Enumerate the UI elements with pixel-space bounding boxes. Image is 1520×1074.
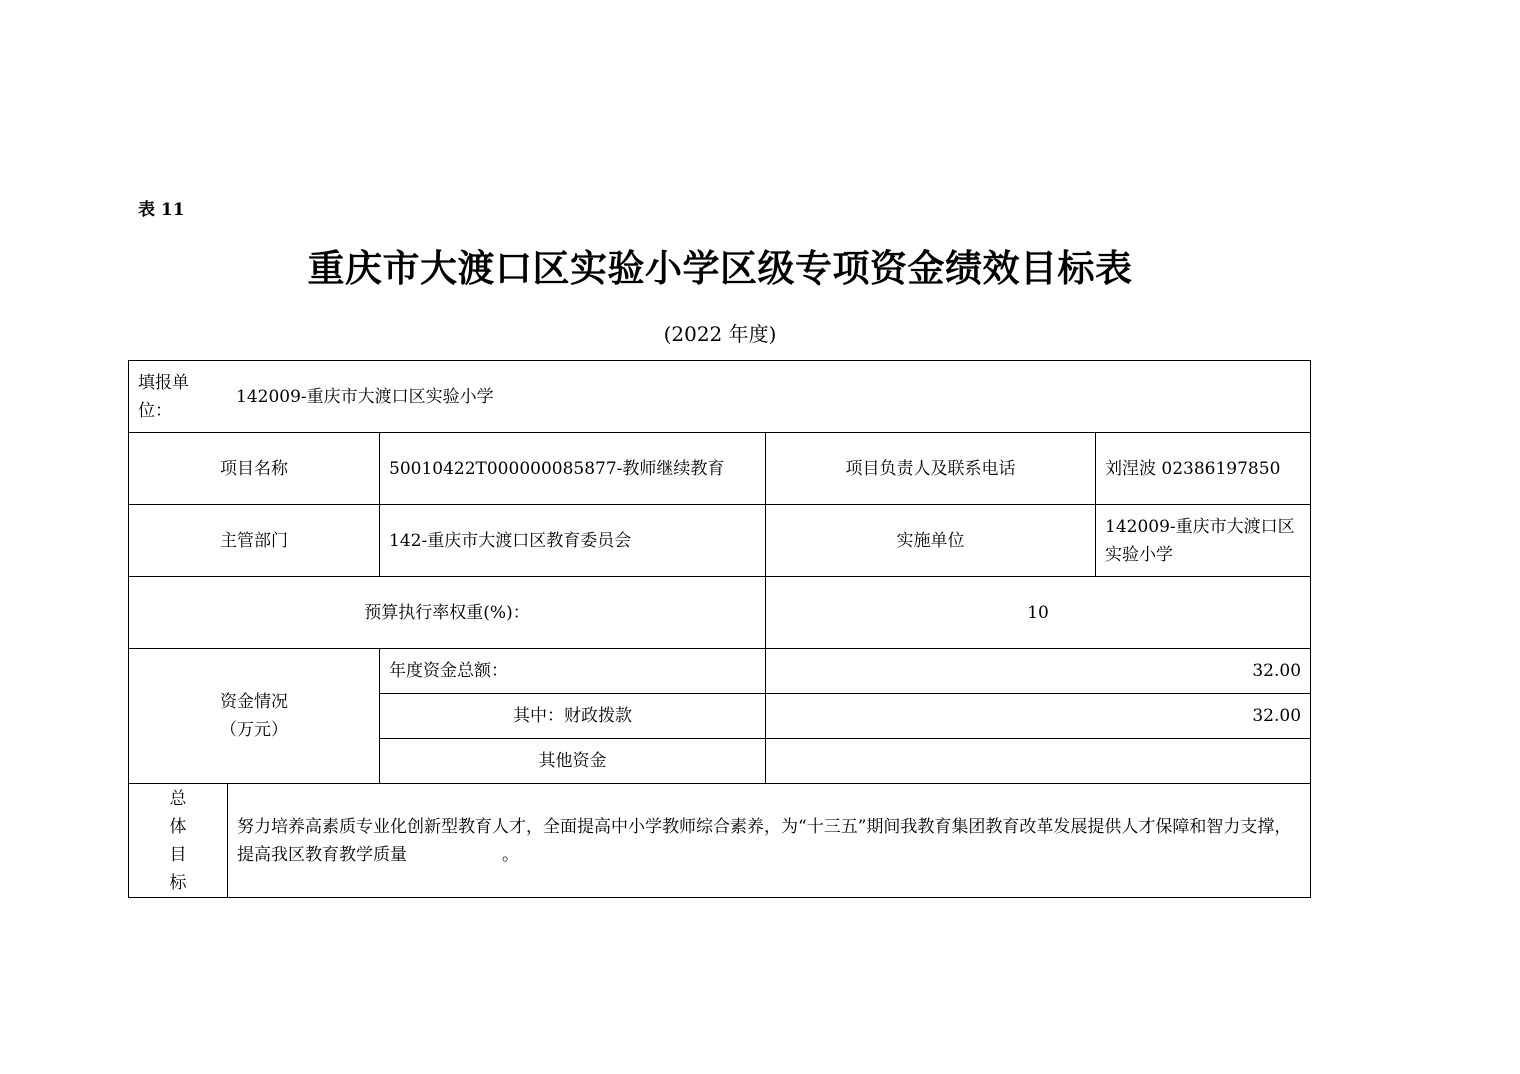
document-subtitle: (2022 年度) xyxy=(663,322,777,346)
overall-goal-body: 努力培养高素质专业化创新型教育人才，全面提高中小学教师综合素养，为“十三五”期间我教育集团教育改革发展提供人才保障和智力支撑，提高我区教育教学质量 xyxy=(237,816,1292,865)
performance-goal-table xyxy=(128,360,1311,898)
overall-goal-end: 。 xyxy=(502,844,519,865)
annual-total-label: 年度资金总额： xyxy=(380,649,766,694)
table-number: 表 11 xyxy=(138,200,185,220)
budget-weight-label: 预算执行率权重(%)： xyxy=(129,577,766,649)
overall-goal-label: 总体目标 xyxy=(129,784,228,898)
overall-goal-text xyxy=(228,784,1311,898)
funds-label: 资金情况（万元） xyxy=(129,649,380,784)
competent-dept-label: 主管部门 xyxy=(129,505,380,577)
implementing-unit-value: 142009-重庆市大渡口区实验小学 xyxy=(1096,505,1311,577)
project-leader-value: 刘涅波 02386197850 xyxy=(1096,433,1311,505)
reporting-unit-label: 填报单位： xyxy=(138,372,189,421)
project-name-value: 50010422T000000085877-教师继续教育 xyxy=(380,433,766,505)
fiscal-label: 其中：财政拨款 xyxy=(380,694,766,739)
project-name-label: 项目名称 xyxy=(129,433,380,505)
other-funds-value xyxy=(766,739,1311,784)
document-title: 重庆市大渡口区实验小学区级专项资金绩效目标表 xyxy=(307,247,1133,290)
row-project-name xyxy=(129,433,1311,505)
row-overall-goal xyxy=(129,784,1311,898)
other-funds-label: 其他资金 xyxy=(380,739,766,784)
row-annual-total xyxy=(129,649,1311,694)
project-leader-label: 项目负责人及联系电话 xyxy=(766,433,1096,505)
fiscal-value: 32.00 xyxy=(766,694,1311,739)
row-budget-weight xyxy=(129,577,1311,649)
row-reporting-unit xyxy=(129,361,1311,433)
competent-dept-value: 142-重庆市大渡口区教育委员会 xyxy=(380,505,766,577)
reporting-unit-value: 142009-重庆市大渡口区实验小学 xyxy=(236,386,494,407)
reporting-unit-cell xyxy=(129,361,1311,433)
annual-total-value: 32.00 xyxy=(766,649,1311,694)
implementing-unit-label: 实施单位 xyxy=(766,505,1096,577)
row-competent-dept xyxy=(129,505,1311,577)
budget-weight-value: 10 xyxy=(766,577,1311,649)
